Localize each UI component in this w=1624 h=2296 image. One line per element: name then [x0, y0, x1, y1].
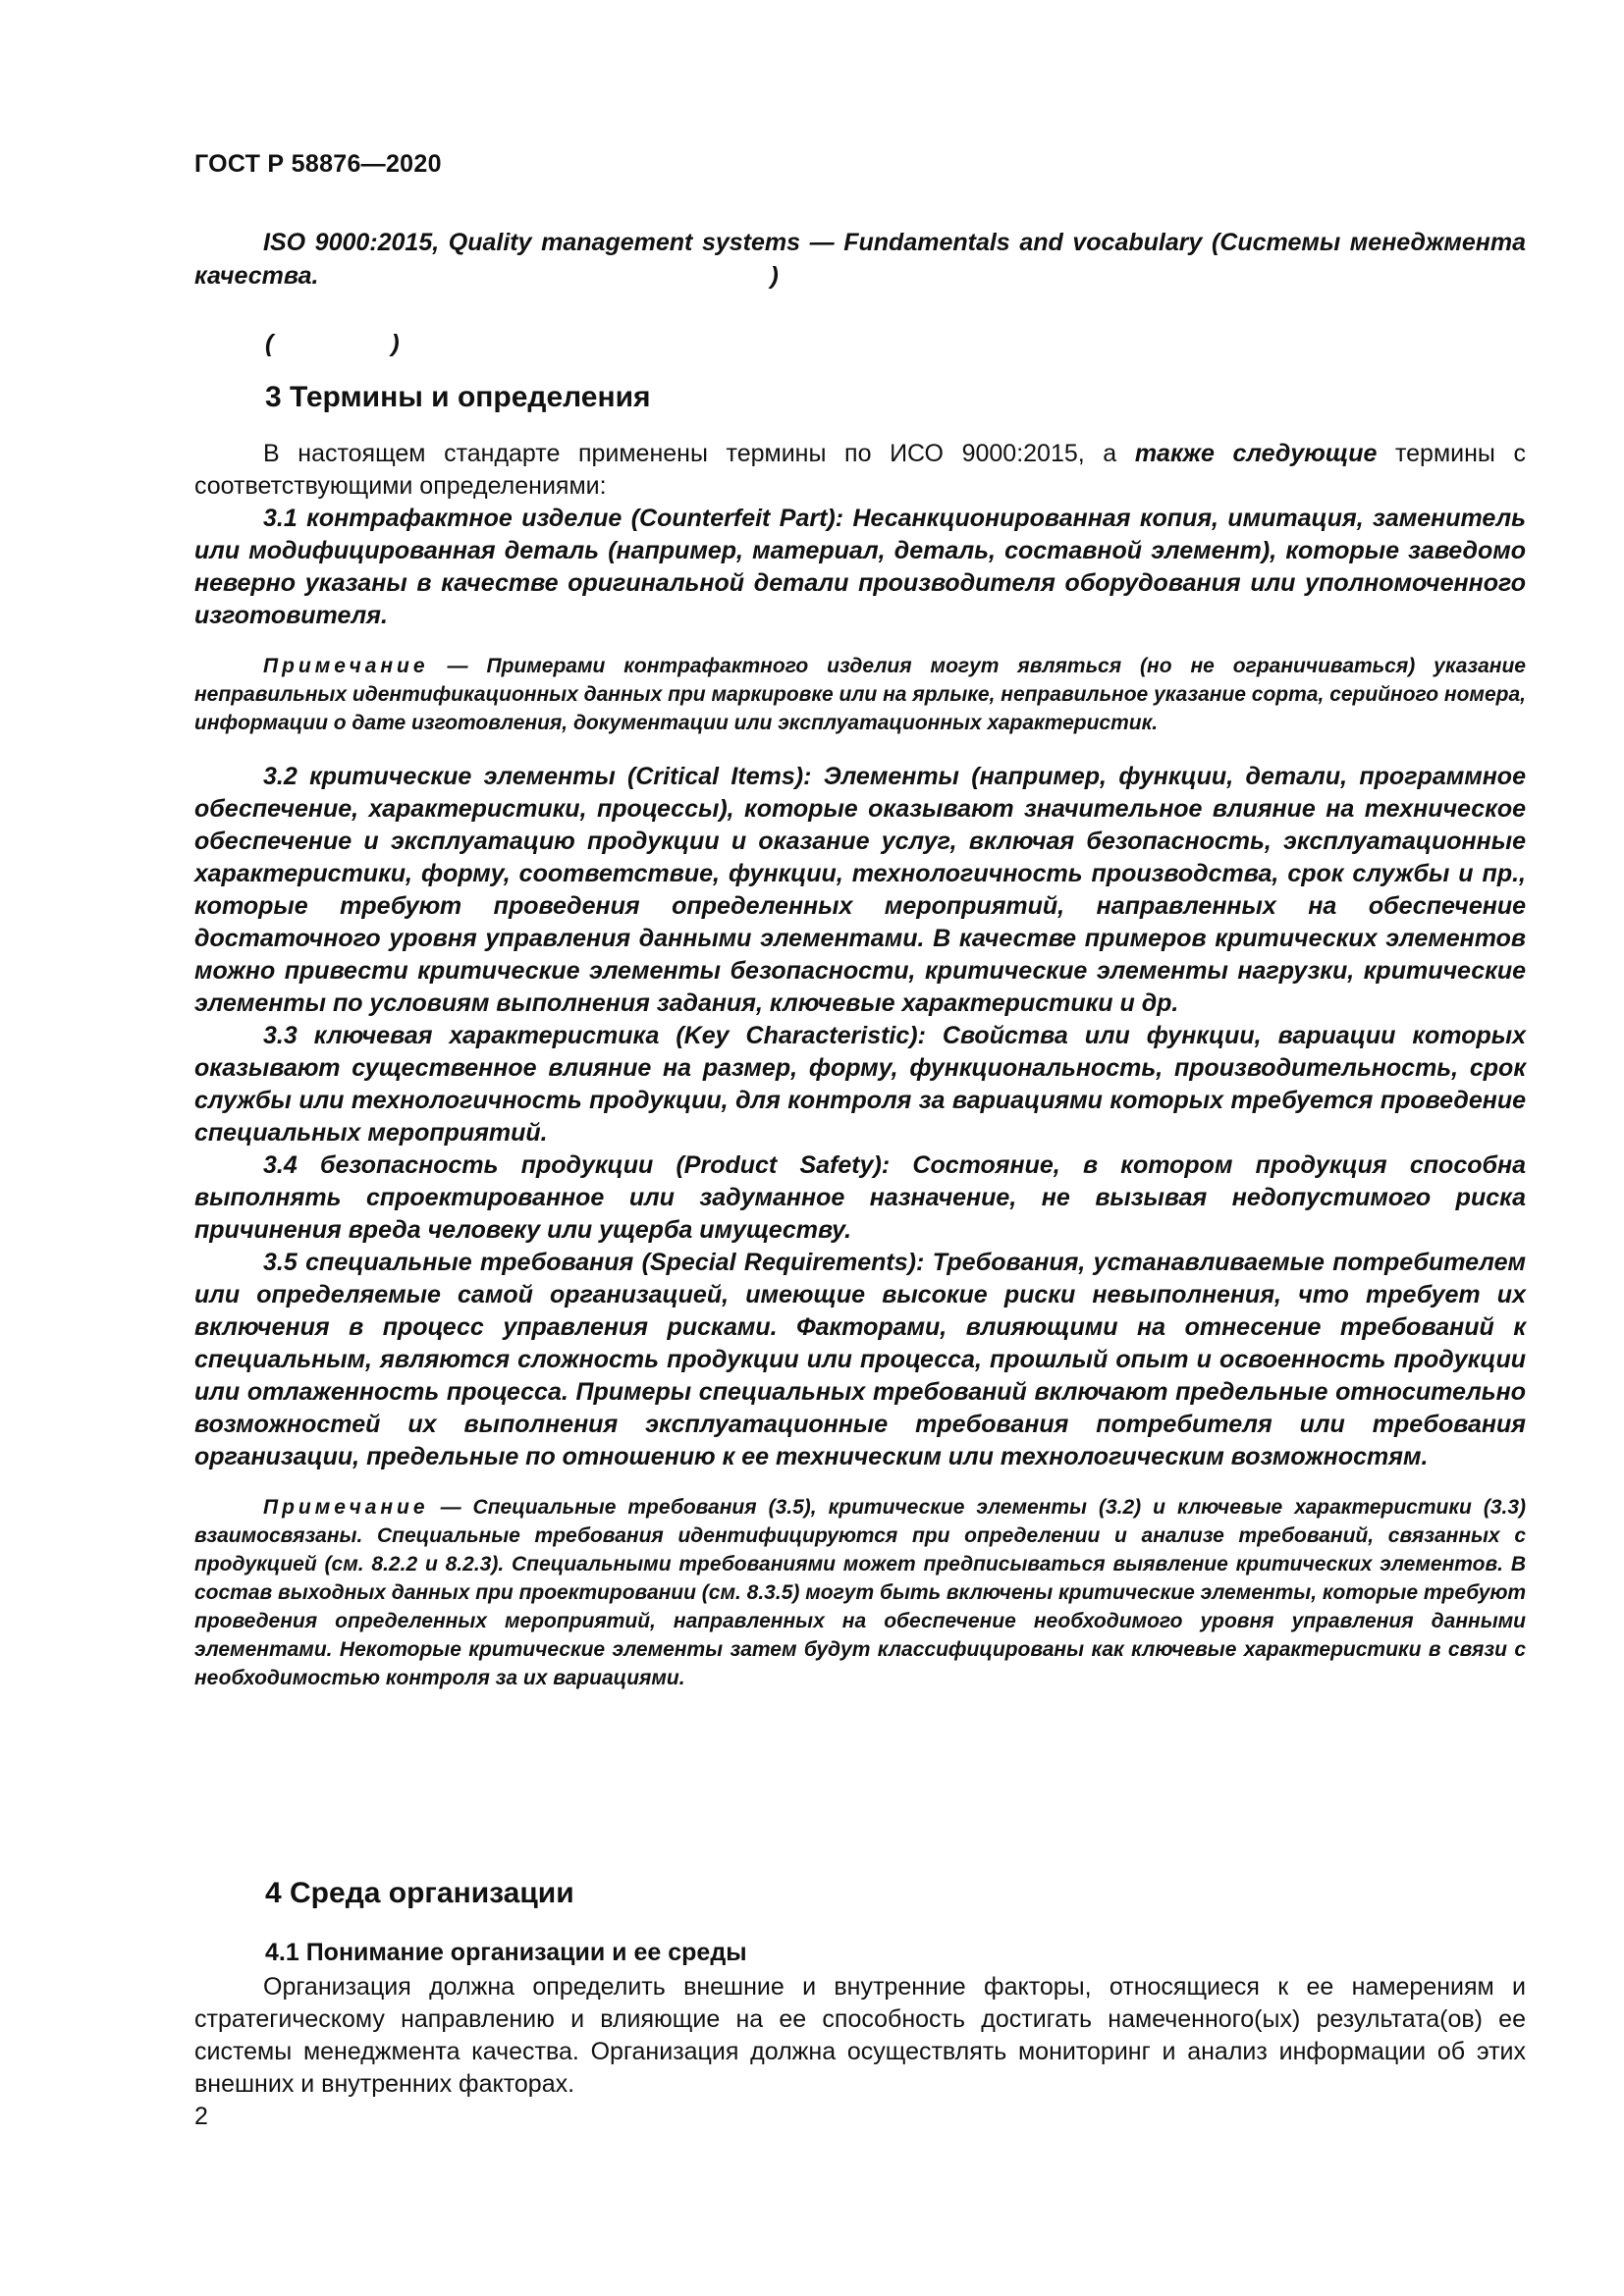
term-3-1: 3.1 контрафактное изделие (Counterfeit Part): Несанкционированная копия, имитация, заменитель или модифицированная деталь (например, материал, деталь, составной элемент), которые заведомо неверно указаны в качестве оригинальной детали производителя оборудования или уполномоченного изготовителя.: [194, 505, 1526, 629]
term-3-2: 3.2 критические элементы (Critical Items): Элементы (например, функции, детали, программное обеспечение, характеристики, процессы), которые оказывают значительное влияние на техническое обеспечение и эксплуатацию продукции и оказание услуг, включая безопасность, эксплуатационные характеристики, форму, соответствие, функции, технологичность производства, срок службы и пр., которые требуют проведения определенных мероприятий, направленных на обеспечение достаточного уровня управления данными элементами. В качестве примеров критических элементов можно привести критические элементы безопасности, критические элементы нагрузки, критические элементы по условиям выполнения задания, ключевые характеристики и др.: [194, 763, 1526, 1017]
note-1-text: — Примерами контрафактного изделия могут являться (но не ограничиваться) указание неправильных идентификационных данных при маркировке или на ярлыке, неправильное указание сорта, серийного номера, информации о дате изготовления, документации или эксплуатационных характеристик.: [194, 655, 1526, 734]
note-2-text: — Специальные требования (3.5), критические элементы (3.2) и ключевые характеристики (3.3) взаимосвязаны. Специальные требования идентифицируются при определении и анализе требований, связанных с продукцией (см. 8.2.2 и 8.2.3). Специальными требованиями может предписываться выявление критических элементов. В состав выходных данных при проектировании (см. 8.3.5) могут быть включены критические элементы, которые требуют проведения определенных мероприятий, направленных на обеспечение необходимого уровня управления данными элементами. Некоторые критические элементы затем будут классифицированы как ключевые характеристики в связи с необходимостью контроля за их вариациями.: [194, 1496, 1526, 1689]
term-3-4: 3.4 безопасность продукции (Product Safety): Состояние, в котором продукция способна выполнять спроектированное или задуманное назначение, не вызывая недопустимого риска причинения вреда человеку или ущерба имуществу.: [194, 1151, 1526, 1244]
note-1-label: Примечание: [263, 655, 429, 677]
section-3-intro: В настоящем стандарте применены термины по ИСО 9000:2015, а также следующие термины с соответствующими определениями:: [194, 440, 1526, 500]
intro-emphasis: также следующие: [1134, 440, 1378, 467]
page-number: 2: [194, 2103, 208, 2130]
reference-text: ISO 9000:2015, Quality management systems — Fundamentals and vocabulary (Системы менеджмента качества.: [194, 229, 1526, 290]
note-1: [194, 652, 1526, 737]
subsection-4-1-body: [194, 1971, 1526, 2101]
paren-open: (: [265, 330, 274, 357]
blank-parenthesis: [265, 330, 400, 358]
normative-reference: [194, 226, 1526, 293]
section-3-heading: 3 Термины и определения: [265, 381, 651, 413]
paren-close: ): [391, 330, 400, 357]
subsection-4-1-heading: 4.1 Понимание организации и ее среды: [265, 1939, 747, 1966]
reference-close-paren: ): [770, 262, 779, 290]
subsection-4-1-text: Организация должна определить внешние и внутренние факторы, относящиеся к ее намерениям и стратегическому направлению и влияющие на ее способность достигать намеченного(ых) результата(ов) ее системы менеджмента качества. Организация должна осуществлять мониторинг и анализ информации об этих внешних и внутренних факторах.: [194, 1973, 1526, 2098]
section-3-body: [194, 438, 1526, 1692]
note-2: [194, 1493, 1526, 1692]
term-3-5: 3.5 специальные требования (Special Requirements): Требования, устанавливаемые потребителем или определяемые самой организацией, имеющие высокие риски невыполнения, что требует их включения в процесс управления рисками. Факторами, влияющими на отнесение требований к специальным, являются сложность продукции или процесса, прошлый опыт и освоенность продукции или отлаженность процесса. Примеры специальных требований включают предельные относительно возможностей их выполнения эксплуатационные требования потребителя или требования организации, предельные по отношению к ее техническим или технологическим возможностям.: [194, 1249, 1526, 1470]
note-2-label: Примечание: [263, 1496, 429, 1519]
section-4-heading: 4 Среда организации: [265, 1877, 574, 1909]
document-code-header: ГОСТ Р 58876—2020: [194, 150, 442, 178]
term-3-3: 3.3 ключевая характеристика (Key Characteristic): Свойства или функции, вариации которых оказывают существенное влияние на размер, форму, функциональность, производительность, срок службы или технологичность продукции, для контроля за вариациями которых требуется проведение специальных мероприятий.: [194, 1022, 1526, 1147]
